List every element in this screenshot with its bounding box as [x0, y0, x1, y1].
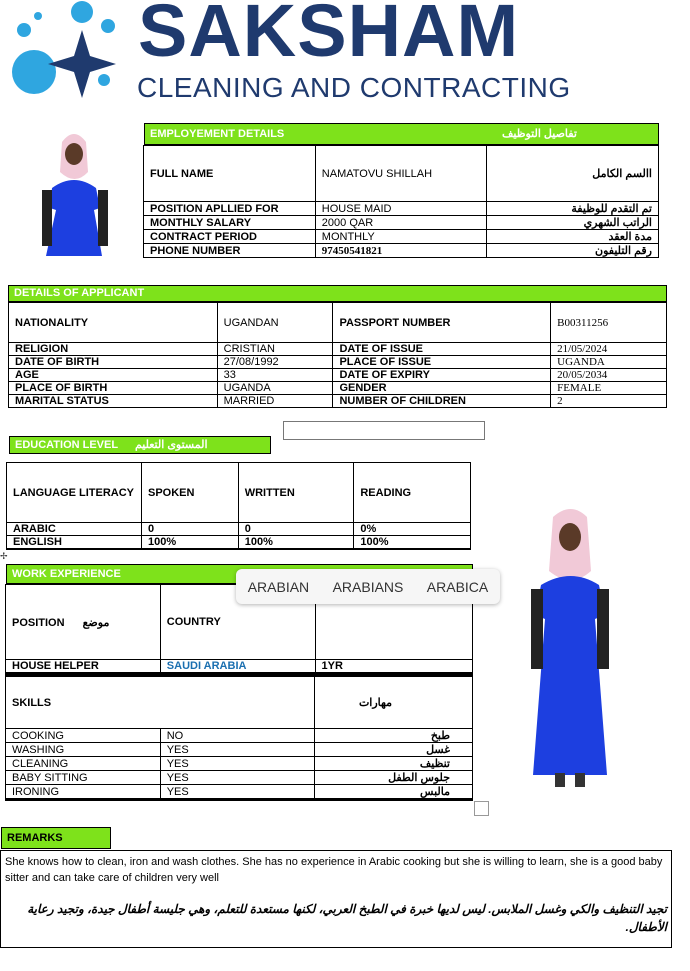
skills-title-ar: مهارات: [315, 677, 473, 729]
column-header: LANGUAGE LITERACY: [7, 463, 142, 523]
skill-name: BABY SITTING: [6, 771, 161, 785]
field-label: POSITION APLLIED FOR: [144, 202, 316, 216]
empty-cell: [6, 800, 161, 801]
table-row: [7, 549, 471, 550]
education-header-ar: المستوى التعليم: [134, 439, 208, 451]
field-label: PLACE OF ISSUE: [333, 356, 551, 369]
field-value: UGANDA: [217, 382, 333, 395]
table-cell: ARABIC: [7, 523, 142, 536]
skill-name: CLEANING: [6, 757, 161, 771]
company-logo-icon: [4, 0, 129, 100]
field-value: HOUSE MAID: [315, 202, 487, 216]
anchor-marker: ✢: [0, 551, 8, 561]
column-position-ar: موضع: [82, 616, 110, 629]
table-row: [6, 785, 473, 799]
column-position: POSITION: [12, 616, 65, 629]
table-row: [9, 343, 667, 356]
table-cell: 100%: [141, 536, 238, 549]
column-header: COUNTRY: [160, 585, 315, 660]
field-label-ar: االسم الكامل: [487, 146, 659, 202]
education-header: [9, 436, 271, 454]
skill-value: YES: [160, 757, 314, 771]
empty-cell: [7, 549, 142, 550]
table-row: [144, 146, 659, 202]
field-label: DATE OF EXPIRY: [333, 369, 551, 382]
field-label-ar: تم التقدم للوظيفة: [487, 202, 659, 216]
table-row: [144, 230, 659, 244]
field-label: PLACE OF BIRTH: [9, 382, 218, 395]
field-label: RELIGION: [9, 343, 218, 356]
table-header-row: [6, 677, 473, 729]
table-cell: ENGLISH: [7, 536, 142, 549]
table-row: [6, 800, 473, 801]
applicant-header: DETAILS OF APPLICANT: [8, 285, 667, 302]
field-label: CONTRACT PERIOD: [144, 230, 316, 244]
table-row: [7, 536, 471, 549]
employment-header-en: EMPLOYEMENT DETAILS: [150, 128, 285, 140]
field-label: MARITAL STATUS: [9, 395, 218, 408]
table-row: [9, 395, 667, 408]
table-cell: HOUSE HELPER: [6, 660, 161, 673]
table-row: [6, 743, 473, 757]
field-label: GENDER: [333, 382, 551, 395]
table-row: [6, 729, 473, 743]
column-header: [6, 585, 161, 660]
field-value: 27/08/1992: [217, 356, 333, 369]
table-row: [7, 523, 471, 536]
suggestion-item[interactable]: ARABIANS: [332, 578, 404, 595]
remarks-box[interactable]: [0, 850, 672, 948]
field-value: MARRIED: [217, 395, 333, 408]
field-value: 33: [217, 369, 333, 382]
column-header: WRITTEN: [238, 463, 354, 523]
resize-handle[interactable]: [474, 801, 489, 816]
suggestion-item[interactable]: ARABIAN: [247, 578, 310, 595]
company-name: SAKSHAM: [138, 0, 520, 72]
table-row: [9, 382, 667, 395]
autocomplete-popup: [236, 569, 500, 604]
applicant-table: [8, 302, 667, 408]
field-label: DATE OF ISSUE: [333, 343, 551, 356]
skill-name-ar: طبخ: [315, 729, 473, 743]
field-value: 20/05/2034: [551, 369, 667, 382]
field-value: 2: [551, 395, 667, 408]
skill-value: YES: [160, 785, 314, 799]
table-row: [144, 202, 659, 216]
empty-textbox[interactable]: [283, 421, 485, 440]
field-value: MONTHLY: [315, 230, 487, 244]
field-value: UGANDAN: [217, 303, 333, 343]
applicant-photo-small: [38, 128, 112, 260]
empty-cell: [160, 800, 314, 801]
company-subtitle: CLEANING AND CONTRACTING: [137, 72, 571, 103]
empty-cell: [315, 800, 473, 801]
field-value: FEMALE: [551, 382, 667, 395]
table-row: [9, 356, 667, 369]
empty-cell: [354, 549, 471, 550]
education-table: [6, 462, 471, 550]
field-label: FULL NAME: [144, 146, 316, 202]
field-value: CRISTIAN: [217, 343, 333, 356]
employment-header: [144, 123, 659, 145]
table-row: [9, 369, 667, 382]
field-value: 21/05/2024: [551, 343, 667, 356]
remarks-header: REMARKS: [1, 827, 111, 849]
skill-name: COOKING: [6, 729, 161, 743]
field-value: 2000 QAR: [315, 216, 487, 230]
table-cell: 1YR: [315, 660, 472, 673]
employment-table: [143, 145, 659, 258]
table-cell: SAUDI ARABIA: [160, 660, 315, 673]
skill-value: YES: [160, 743, 314, 757]
table-row: [6, 771, 473, 785]
field-label: MONTHLY SALARY: [144, 216, 316, 230]
table-row: [6, 757, 473, 771]
applicant-photo-large: [525, 505, 615, 790]
skill-name-ar: جلوس الطفل: [315, 771, 473, 785]
skill-name-ar: مالبس: [315, 785, 473, 799]
field-label-ar: مدة العقد: [487, 230, 659, 244]
suggestion-item[interactable]: ARABICA: [426, 578, 489, 595]
skill-value: YES: [160, 771, 314, 785]
skill-name-ar: تنظيف: [315, 757, 473, 771]
field-label: AGE: [9, 369, 218, 382]
field-value: UGANDA: [551, 356, 667, 369]
table-header-row: [7, 463, 471, 523]
remarks-arabic: تجيد التنظيف والكي وغسل الملابس. ليس لديها خبرة في الطبخ العربي، لكنها مستعدة للتعلم، وهي جليسة أطفال جيدة، وتجيد رعاية الأطفال.: [27, 902, 667, 934]
employment-header-ar: تفاصيل التوظيف: [502, 128, 577, 140]
table-row: [144, 216, 659, 230]
column-header: SPOKEN: [141, 463, 238, 523]
table-cell: 0%: [354, 523, 471, 536]
table-cell: 0: [141, 523, 238, 536]
field-value: B00311256: [551, 303, 667, 343]
skills-title: SKILLS: [6, 677, 315, 729]
table-row: [9, 303, 667, 343]
remarks-english: She knows how to clean, iron and wash clothes. She has no experience in Arabic cooking but she is willing to learn, she is a good baby sitter and can take care of children very well: [5, 856, 663, 884]
skill-name: WASHING: [6, 743, 161, 757]
field-label: NUMBER OF CHILDREN: [333, 395, 551, 408]
skill-name: IRONING: [6, 785, 161, 799]
education-header-en: EDUCATION LEVEL: [15, 439, 118, 451]
skills-table: [5, 676, 473, 801]
field-value: 97450541821: [315, 244, 487, 258]
field-label: PHONE NUMBER: [144, 244, 316, 258]
empty-cell: [238, 549, 354, 550]
field-value: NAMATOVU SHILLAH: [315, 146, 487, 202]
work-header: WORK EXPERIENCE: [6, 564, 473, 584]
field-label-ar: الراتب الشهري: [487, 216, 659, 230]
table-row: [144, 244, 659, 258]
empty-cell: [141, 549, 238, 550]
table-row: [6, 660, 473, 673]
skill-value: NO: [160, 729, 314, 743]
table-cell: 100%: [238, 536, 354, 549]
table-cell: 0: [238, 523, 354, 536]
field-label: DATE OF BIRTH: [9, 356, 218, 369]
skill-name-ar: غسل: [315, 743, 473, 757]
field-label: PASSPORT NUMBER: [333, 303, 551, 343]
field-label: NATIONALITY: [9, 303, 218, 343]
table-cell: 100%: [354, 536, 471, 549]
column-header: READING: [354, 463, 471, 523]
field-label-ar: رقم التليفون: [487, 244, 659, 258]
